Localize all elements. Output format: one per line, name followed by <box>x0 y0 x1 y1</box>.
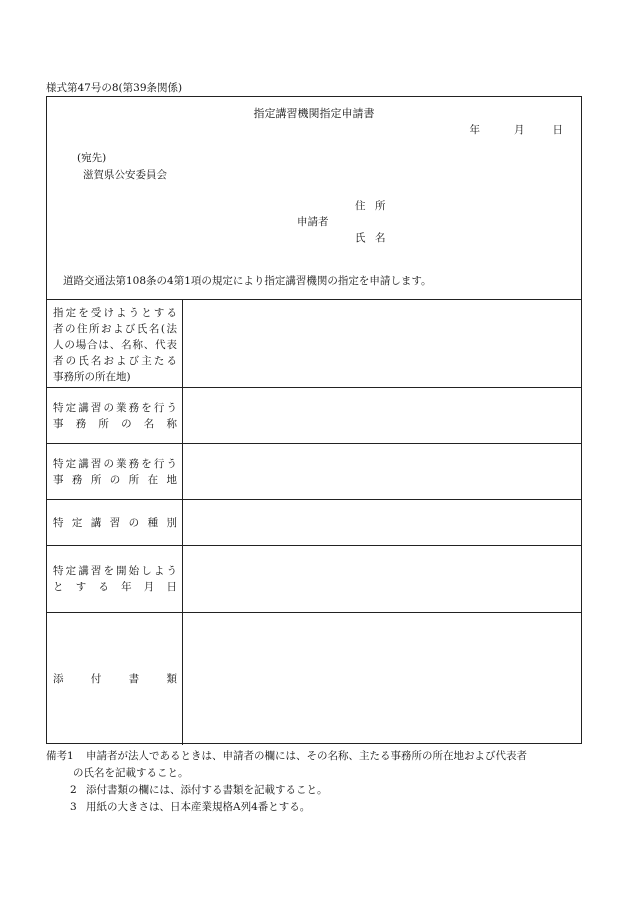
label-line: 特定講習の種別 <box>53 516 177 529</box>
note-2 <box>46 782 596 799</box>
label-line: 者の氏名および主たる <box>53 355 177 367</box>
form-header <box>47 97 581 300</box>
row-label <box>47 613 183 745</box>
date-line <box>470 122 564 137</box>
application-form <box>46 96 582 744</box>
notes-head: 備考1 <box>46 750 74 762</box>
label-line: 事務所の所在地) <box>53 371 131 383</box>
row-course-type <box>47 500 581 546</box>
row-applicant-info <box>47 299 581 388</box>
row-label <box>47 444 183 499</box>
application-statement: 道路交通法第108条の4第1項の規定により指定講習機関の指定を申請します。 <box>63 275 432 287</box>
form-reference: 様式第47号の8(第39条関係) <box>46 82 183 94</box>
row-label <box>47 388 183 443</box>
note-1-text: 申請者が法人であるときは、申請者の欄には、その名称、主たる事務所の所在地および代表者 <box>86 750 527 762</box>
office-address-field[interactable] <box>183 444 581 499</box>
office-name-field[interactable] <box>183 388 581 443</box>
note-2-text: 添付書類の欄には、添付する書類を記載すること。 <box>86 784 328 796</box>
label-line: 事務所の所在地 <box>53 474 177 486</box>
label-line: 者の住所および氏名(法 <box>53 323 177 335</box>
row-label <box>47 500 183 545</box>
row-office-name <box>47 388 581 444</box>
date-year-label: 年 <box>469 124 480 136</box>
course-type-field[interactable] <box>183 500 581 545</box>
start-date-field[interactable] <box>183 546 581 612</box>
label-line: 人の場合は、名称、代表 <box>53 339 177 351</box>
applicant-label: 申請者 <box>297 216 329 228</box>
notes <box>46 748 596 816</box>
label-line: 指定を受けようとする <box>53 307 177 319</box>
form-table <box>47 299 581 745</box>
label-line: 特定講習の業務を行う <box>53 402 177 414</box>
addressee: 滋賀県公安委員会 <box>83 169 167 181</box>
form-title: 指定講習機関指定申請書 <box>253 107 375 120</box>
addressee-label: (宛先) <box>77 152 107 164</box>
note-3-text: 用紙の大きさは、日本産業規格A列4番とする。 <box>86 801 311 813</box>
note-3-number: 3 <box>70 801 77 813</box>
note-1 <box>46 748 596 782</box>
applicant-info-field[interactable] <box>183 299 581 387</box>
label-line: 添付書類 <box>53 673 177 685</box>
row-start-date <box>47 546 581 613</box>
row-office-address <box>47 444 581 500</box>
label-line: 特定講習を開始しよう <box>53 565 177 577</box>
label-line: 事務所の名称 <box>53 418 177 430</box>
label-line: 特定講習の業務を行う <box>53 458 177 470</box>
applicant-name-label: 氏名 <box>355 232 395 244</box>
applicant-address-label: 住所 <box>355 200 395 212</box>
row-attachments <box>47 613 581 745</box>
row-label <box>47 299 183 387</box>
note-3 <box>46 799 596 816</box>
note-1-continuation: の氏名を記載すること。 <box>73 767 189 779</box>
date-day-label: 日 <box>552 124 563 136</box>
label-line: とする年月日 <box>53 581 177 593</box>
row-label <box>47 546 183 612</box>
attachments-field[interactable] <box>183 613 581 745</box>
note-2-number: 2 <box>70 784 77 796</box>
date-month-label: 月 <box>514 124 525 136</box>
